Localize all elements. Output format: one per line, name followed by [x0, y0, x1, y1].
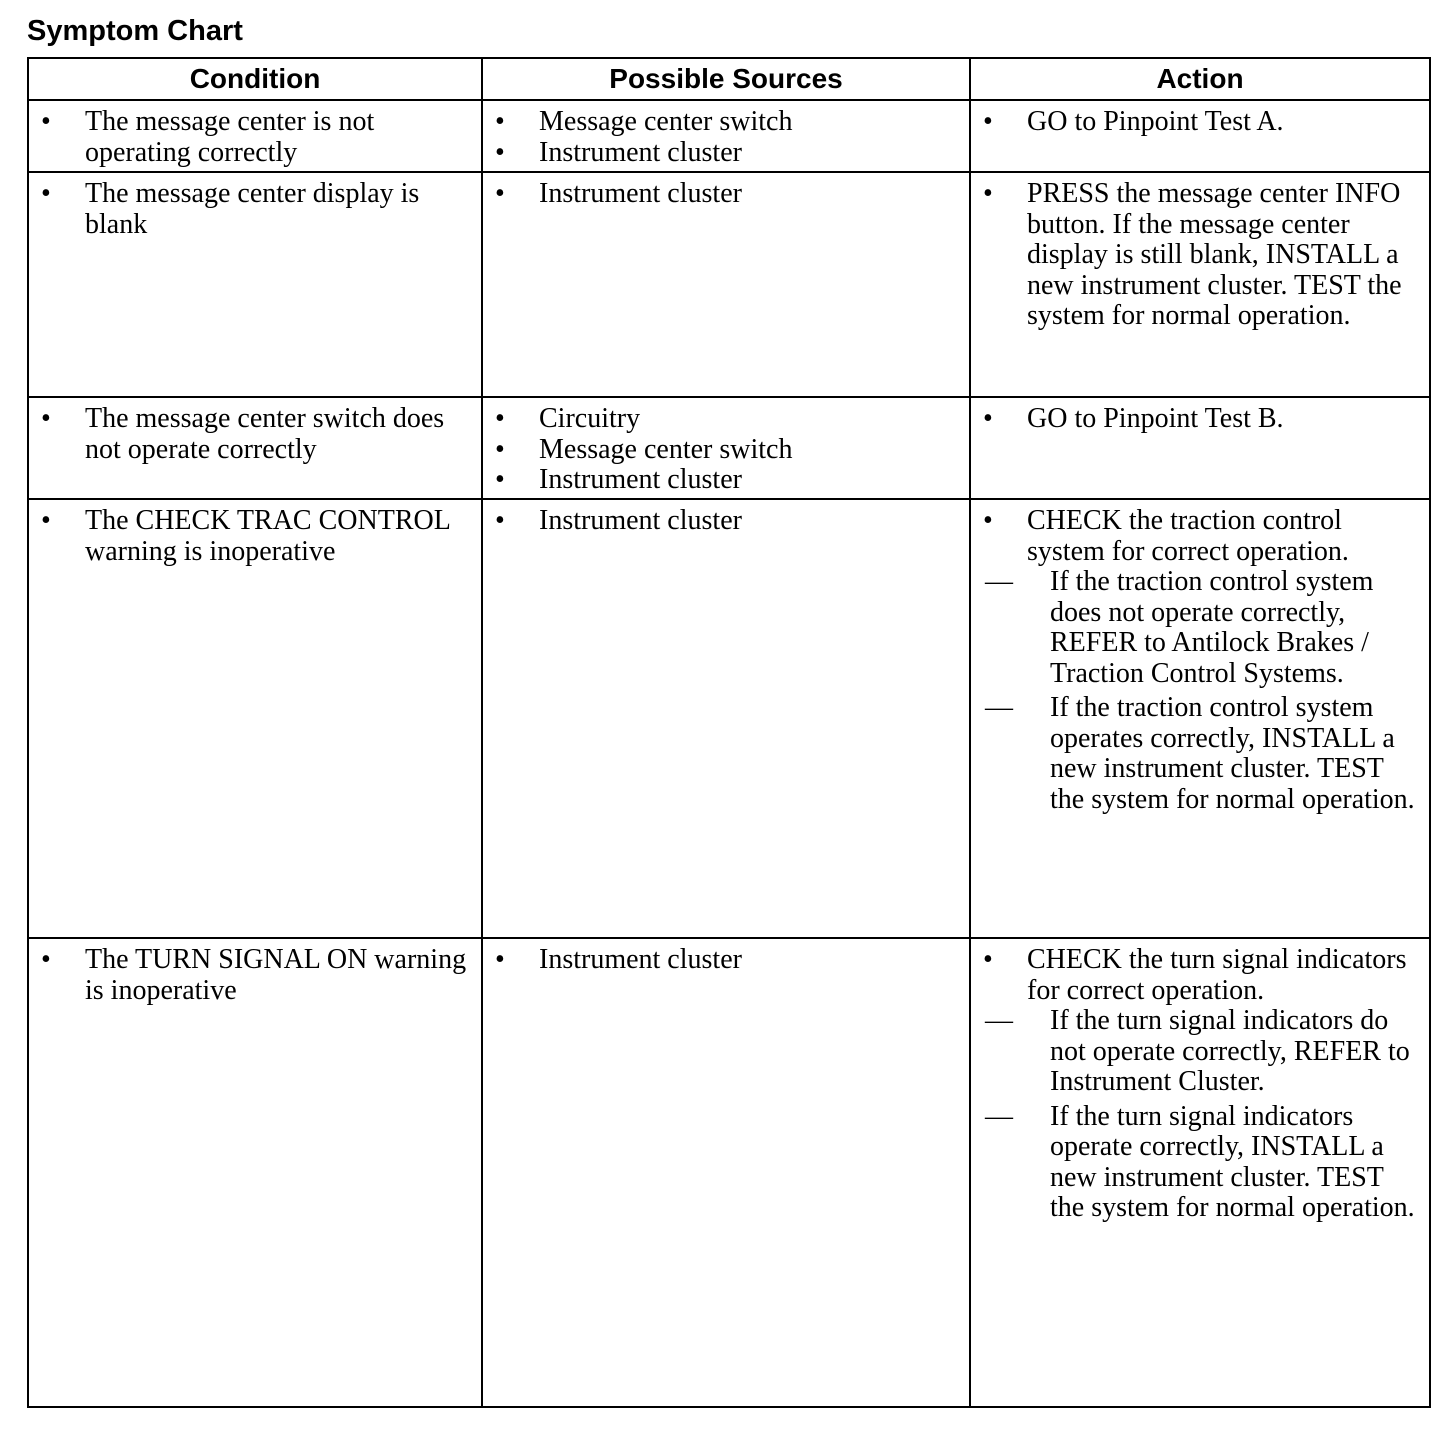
action-item: • CHECK the turn signal indicators for correct operation.: [983, 944, 1407, 1006]
source-item: • Message center switch: [495, 433, 793, 465]
condition-item: • The CHECK TRAC CONTROL warning is inoperative: [41, 505, 450, 567]
table-body: [28, 100, 1430, 1407]
source-item: • Instrument cluster: [495, 464, 742, 495]
bullet-icon: •: [495, 464, 505, 495]
header-action: Action: [970, 58, 1430, 100]
condition-item: • The message center display is blank: [41, 178, 420, 240]
bullet-icon: •: [983, 106, 993, 137]
header-possible-sources: Possible Sources: [482, 58, 970, 100]
table-row: [28, 938, 1430, 1407]
source-item: • Message center switch: [495, 106, 793, 137]
symptom-chart-table: [27, 57, 1431, 1408]
action-subitem: — If the turn signal indicators do not operate correctly, REFER to Instrument Cluster.: [985, 1005, 1410, 1097]
bullet-icon: •: [495, 178, 505, 209]
dash-icon: —: [985, 1005, 1013, 1036]
action-cell: [970, 172, 1430, 397]
action-subitem: — If the traction control system operates correctly, INSTALL a new instrument cluster. TEST the system for normal operation.: [985, 692, 1415, 815]
action-item: • PRESS the message center INFO button. If the message center display is still blank, INSTALL a new instrument cluster. TEST the system for normal operation.: [983, 178, 1402, 331]
sources-cell: [482, 938, 970, 1407]
bullet-icon: •: [41, 403, 51, 434]
dash-icon: —: [985, 692, 1013, 723]
bullet-icon: •: [41, 106, 51, 137]
table-row: [28, 499, 1430, 938]
table-row: [28, 397, 1430, 499]
source-item: • Instrument cluster: [495, 136, 742, 168]
bullet-icon: •: [495, 433, 505, 465]
condition-item: • The message center is not operating correctly: [41, 106, 375, 168]
action-cell: [970, 499, 1430, 938]
source-item: • Instrument cluster: [495, 505, 742, 536]
bullet-icon: •: [495, 944, 505, 975]
action-item: • GO to Pinpoint Test B.: [983, 403, 1284, 434]
action-cell: [970, 397, 1430, 499]
action-subitem: — If the turn signal indicators operate correctly, INSTALL a new instrument cluster. TEST the system for normal operation.: [985, 1100, 1415, 1223]
bullet-icon: •: [983, 178, 993, 209]
action-subitem: — If the traction control system does not operate correctly, REFER to Antilock Brakes / Traction Control Systems.: [985, 566, 1374, 689]
dash-icon: —: [985, 566, 1013, 597]
condition-item: • The message center switch does not operate correctly: [41, 403, 445, 465]
bullet-icon: •: [41, 944, 51, 975]
condition-cell: [28, 499, 482, 938]
condition-cell: [28, 172, 482, 397]
action-cell: [970, 100, 1430, 172]
bullet-icon: •: [41, 505, 51, 536]
action-item: • GO to Pinpoint Test A.: [983, 106, 1284, 137]
source-item: • Circuitry: [495, 403, 641, 434]
bullet-icon: •: [41, 178, 51, 209]
page-title: Symptom Chart: [27, 15, 243, 47]
header-condition: Condition: [28, 58, 482, 100]
condition-cell: [28, 397, 482, 499]
bullet-icon: •: [983, 505, 993, 536]
sources-cell: [482, 172, 970, 397]
condition-cell: [28, 938, 482, 1407]
condition-cell: [28, 100, 482, 172]
header-row: [28, 58, 1430, 100]
source-item: • Instrument cluster: [495, 178, 742, 209]
bullet-icon: •: [495, 106, 505, 137]
bullet-icon: •: [495, 136, 505, 168]
table-row: [28, 100, 1430, 172]
bullet-icon: •: [495, 403, 505, 434]
sources-cell: [482, 100, 970, 172]
bullet-icon: •: [495, 505, 505, 536]
bullet-icon: •: [983, 403, 993, 434]
sources-cell: [482, 499, 970, 938]
condition-item: • The TURN SIGNAL ON warning is inoperative: [41, 944, 467, 1006]
bullet-icon: •: [983, 944, 993, 975]
sources-cell: [482, 397, 970, 499]
action-item: • CHECK the traction control system for correct operation.: [983, 505, 1349, 567]
table-row: [28, 172, 1430, 397]
source-item: • Instrument cluster: [495, 944, 742, 975]
dash-icon: —: [985, 1100, 1013, 1132]
action-cell: [970, 938, 1430, 1407]
